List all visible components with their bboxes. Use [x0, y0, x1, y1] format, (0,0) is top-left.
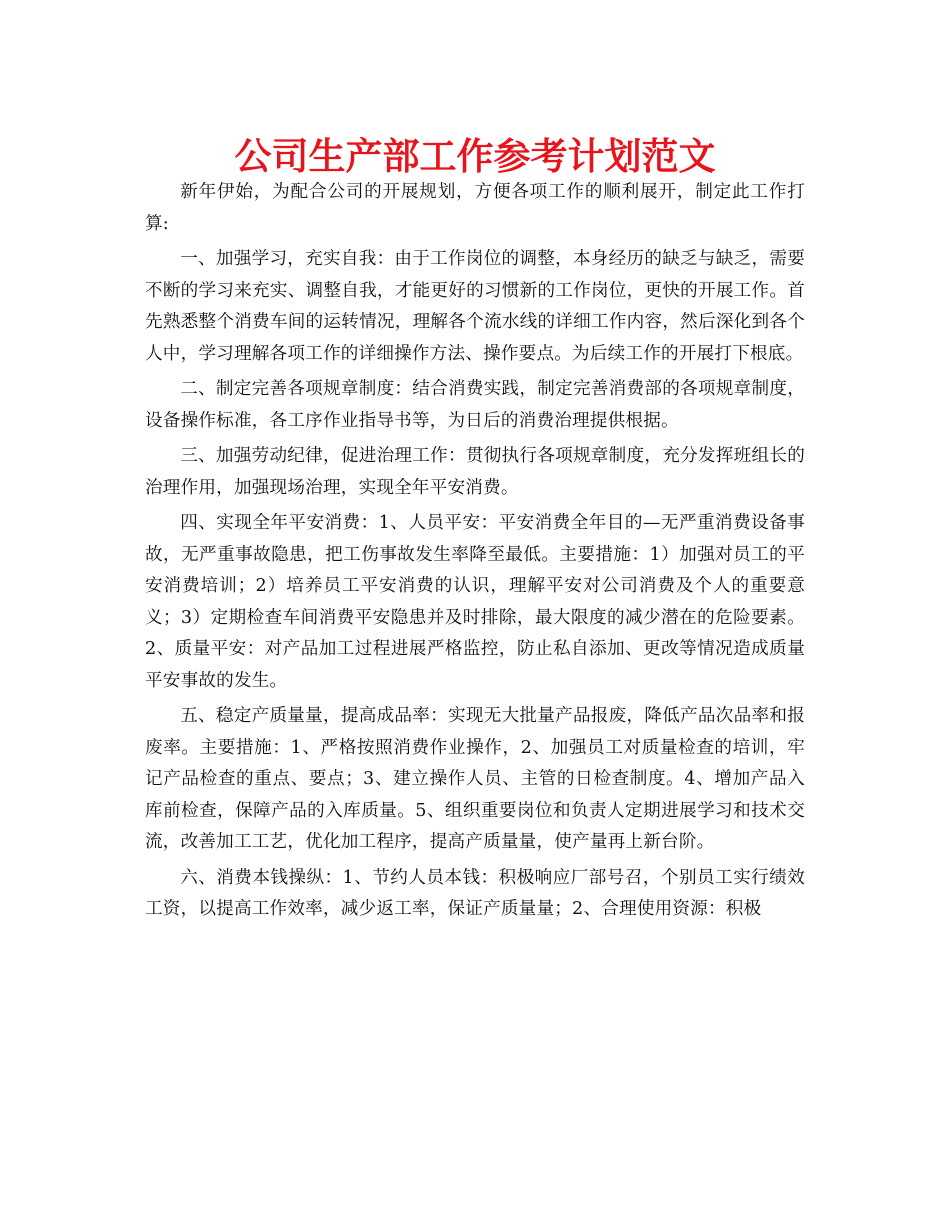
document-body — [145, 177, 805, 930]
paragraph-section-4: 四、实现全年平安消费：1、人员平安：平安消费全年目的—无严重消费设备事故，无严重事故隐患，把工伤事故发生率降至最低。主要措施：1）加强对员工的平安消费培训；2）培养员工平安消费的认识，理解平安对公司消费及个人的重要意义；3）定期检查车间消费平安隐患并及时排除，最大限度的减少潜在的危险要素。2、质量平安：对产品加工过程进展严格监控，防止私自添加、更改等情况造成质量平安事故的发生。 — [145, 513, 805, 691]
document-title: 公司生产部工作参考计划范文 — [234, 135, 716, 178]
paragraph-section-1: 一、加强学习，充实自我：由于工作岗位的调整，本身经历的缺乏与缺乏，需要不断的学习来充实、调整自我，才能更好的习惯新的工作岗位，更快的开展工作。首先熟悉整个消费车间的运转情况，理解各个流水线的详细工作内容，然后深化到各个人中，学习理解各项工作的详细操作方法、操作要点。为后续工作的开展打下根底。 — [145, 249, 805, 364]
paragraph-section-5: 五、稳定产质量量，提高成品率：实现无大批量产品报废，降低产品次品率和报废率。主要措施：1、严格按照消费作业操作，2、加强员工对质量检查的培训，牢记产品检查的重点、要点；3、建立操作人员、主管的日检查制度。4、增加产品入库前检查，保障产品的入库质量。5、组织重要岗位和负责人定期进展学习和技术交流，改善加工工艺，优化加工程序，提高产质量量，使产量再上新台阶。 — [145, 706, 805, 852]
paragraph-section-2: 二、制定完善各项规章制度：结合消费实践，制定完善消费部的各项规章制度，设备操作标准，各工序作业指导书等，为日后的消费治理提供根据。 — [145, 379, 805, 431]
paragraph-intro: 新年伊始，为配合公司的开展规划，方便各项工作的顺利展开，制定此工作打算: — [145, 182, 805, 234]
paragraph-section-6: 六、消费本钱操纵：1、节约人员本钱：积极响应厂部号召，个别员工实行绩效工资，以提高工作效率，减少返工率，保证产质量量；2、合理使用资源：积极 — [145, 867, 805, 919]
paragraph-section-3: 三、加强劳动纪律，促进治理工作：贯彻执行各项规章制度，充分发挥班组长的治理作用，加强现场治理，实现全年平安消费。 — [145, 446, 805, 498]
